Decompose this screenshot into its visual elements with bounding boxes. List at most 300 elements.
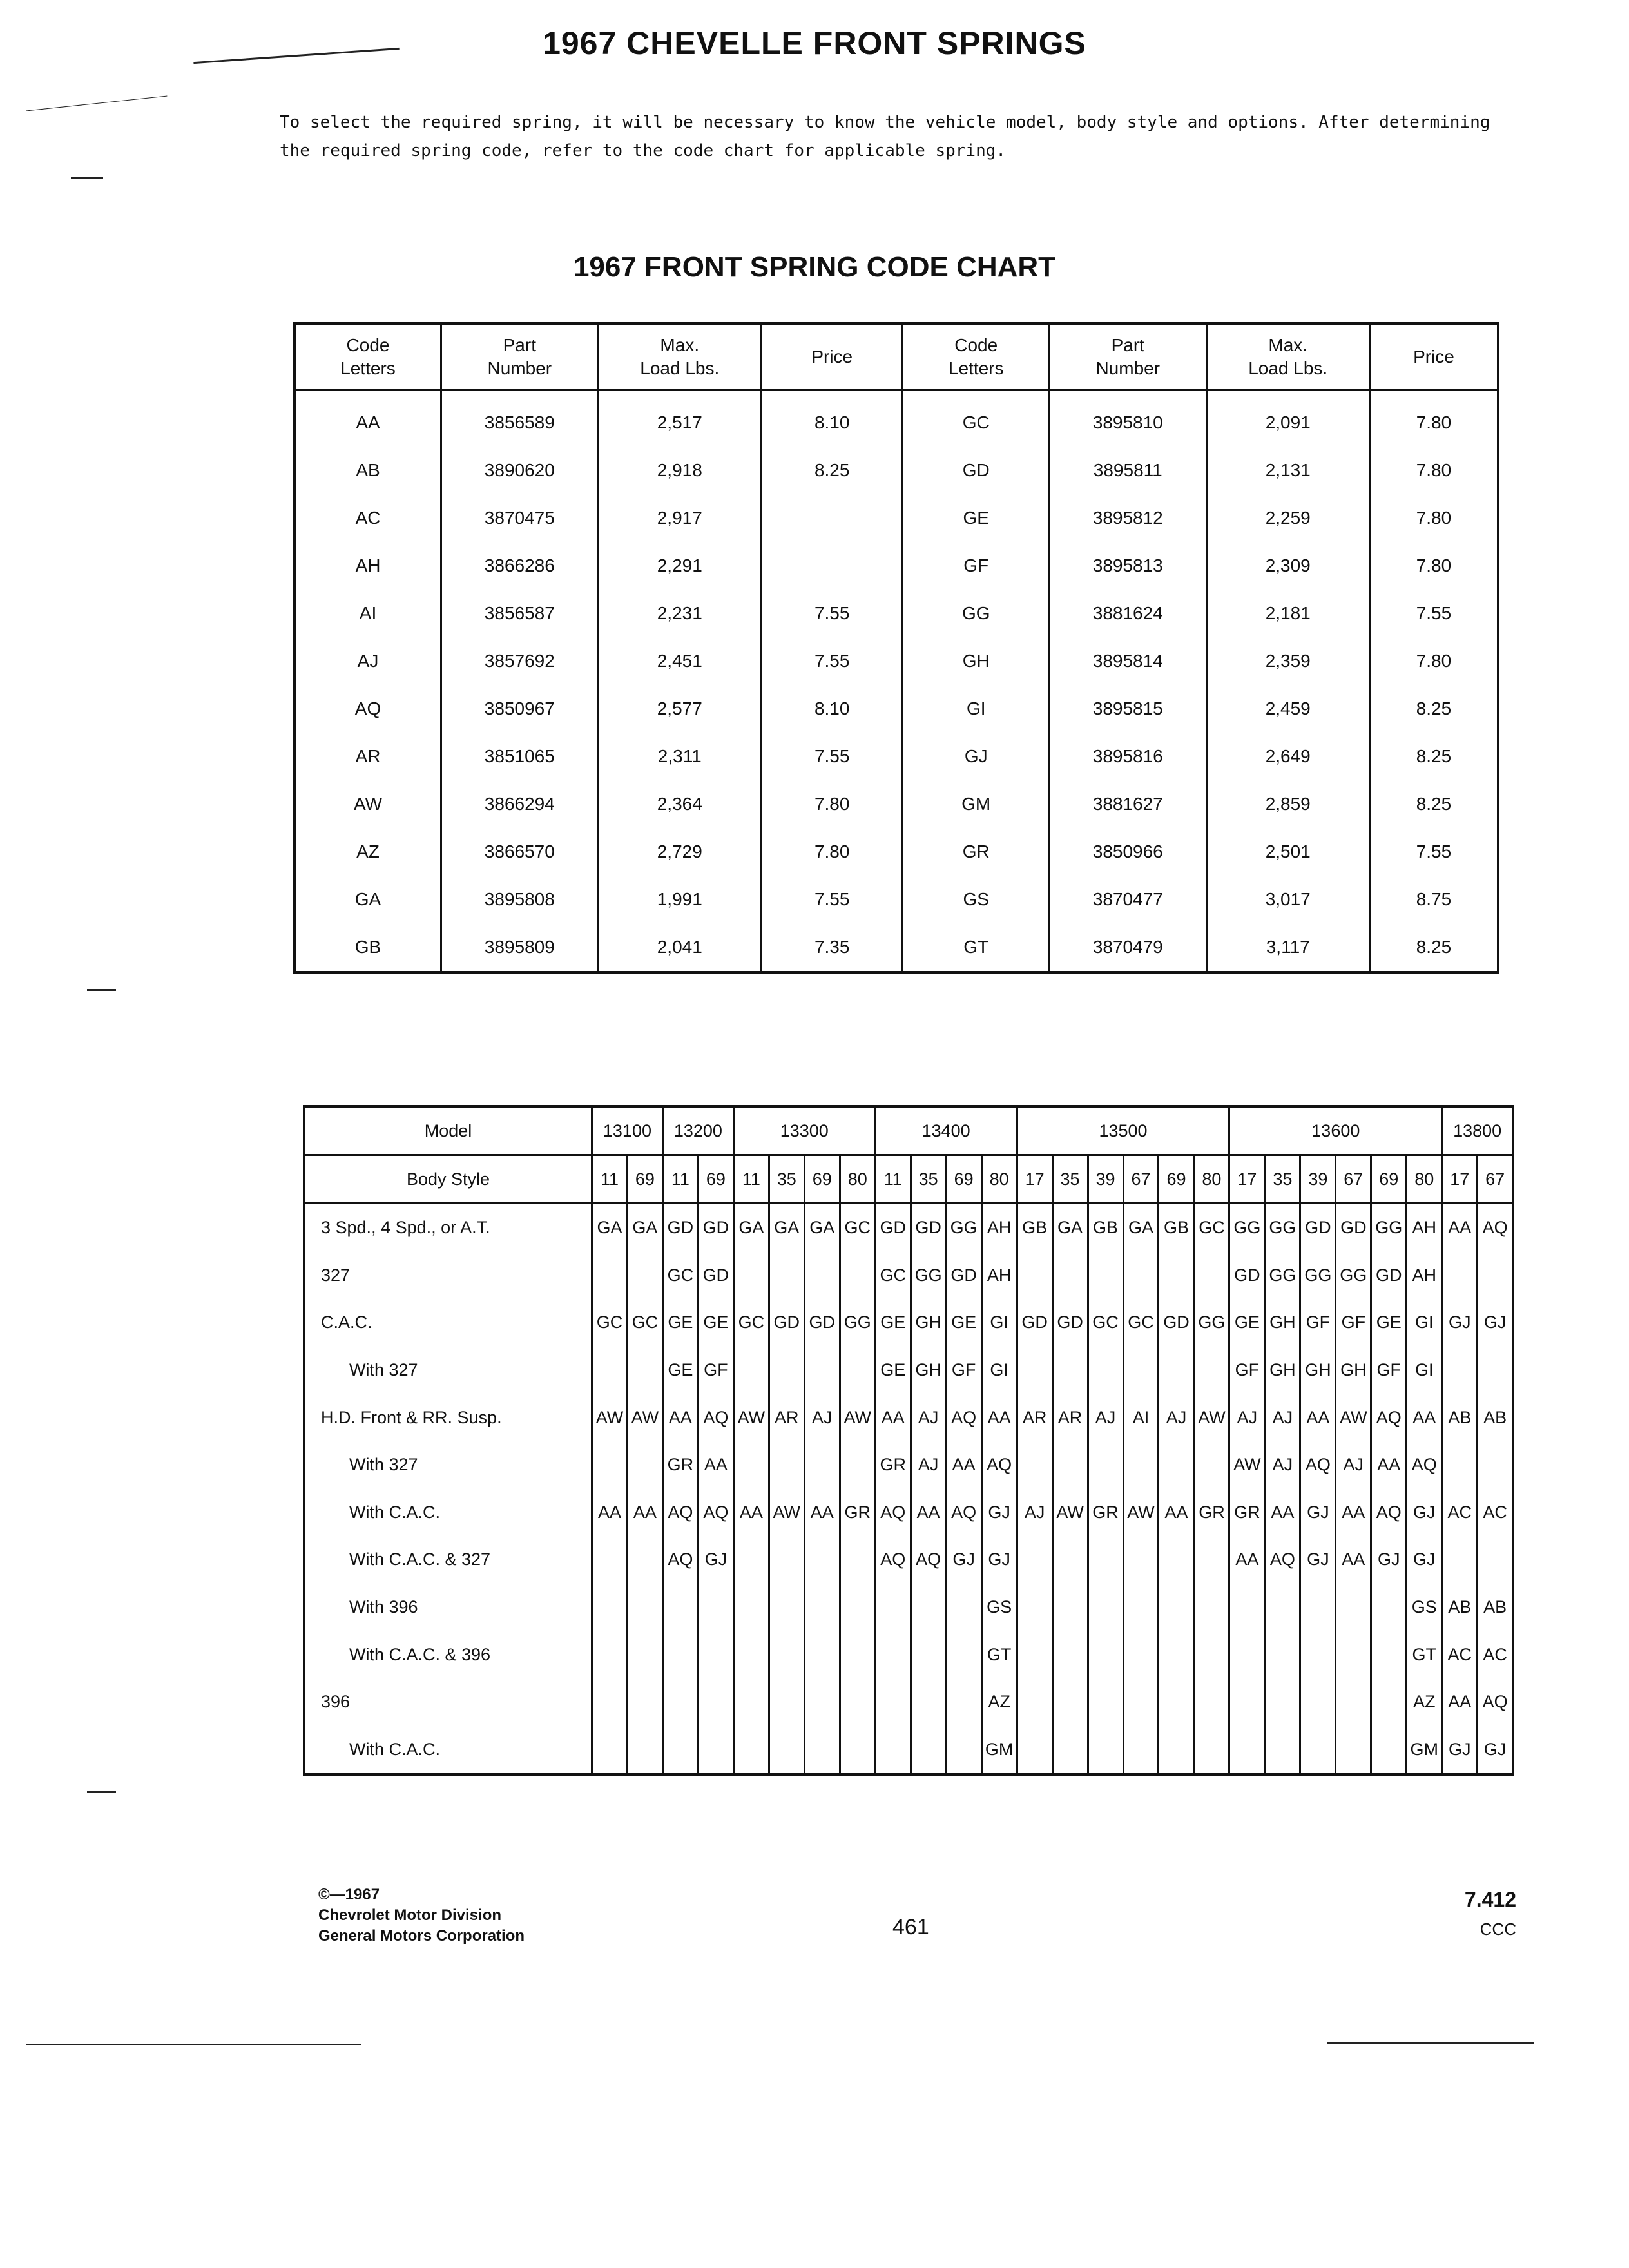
- spring-code-cell: AJ: [1017, 1489, 1052, 1537]
- option-label: With 327: [304, 1347, 592, 1394]
- spring-code-cell: AA: [733, 1489, 769, 1537]
- code-letters-cell: GR: [903, 828, 1050, 876]
- spring-code-cell: [1478, 1441, 1513, 1489]
- price-cell: [761, 494, 902, 542]
- spring-code-cell: [1194, 1347, 1229, 1394]
- spring-code-cell: AJ: [911, 1441, 946, 1489]
- code-table-header: [294, 323, 1498, 390]
- body-style-code: 67: [1123, 1155, 1159, 1204]
- spring-code-cell: AQ: [1371, 1489, 1407, 1537]
- spring-code-cell: AR: [1017, 1394, 1052, 1441]
- spring-code-cell: AA: [981, 1394, 1017, 1441]
- spring-code-cell: [1194, 1678, 1229, 1726]
- spring-code-cell: GI: [981, 1299, 1017, 1347]
- spring-code-cell: AQ: [875, 1536, 911, 1584]
- spring-code-cell: AW: [592, 1394, 627, 1441]
- part-number-cell: 3850967: [441, 685, 599, 733]
- spring-code-cell: [733, 1726, 769, 1775]
- spring-code-cell: GR: [1088, 1489, 1123, 1537]
- spring-code-cell: [946, 1678, 981, 1726]
- spring-code-cell: [627, 1726, 662, 1775]
- spring-code-cell: [840, 1726, 875, 1775]
- spring-code-cell: [1123, 1726, 1159, 1775]
- spring-code-cell: GG: [1194, 1299, 1229, 1347]
- spring-code-cell: [1194, 1726, 1229, 1775]
- spring-code-cell: AJ: [804, 1394, 840, 1441]
- spring-code-cell: GA: [1123, 1204, 1159, 1252]
- spring-code-cell: [1123, 1536, 1159, 1584]
- spring-code-cell: AJ: [1159, 1394, 1194, 1441]
- price-cell: 8.10: [761, 685, 902, 733]
- spring-code-cell: [804, 1726, 840, 1775]
- spring-code-cell: [1123, 1252, 1159, 1300]
- spring-code-cell: [1265, 1631, 1300, 1678]
- spring-code-cell: GM: [981, 1726, 1017, 1775]
- max-load-cell: 2,311: [598, 733, 761, 780]
- spring-code-cell: GJ: [1371, 1536, 1407, 1584]
- spring-code-cell: [946, 1726, 981, 1775]
- code-table-row: [294, 637, 1498, 685]
- spring-code-cell: [911, 1584, 946, 1631]
- spring-code-cell: [946, 1584, 981, 1631]
- option-row: [304, 1252, 1513, 1300]
- code-table-row: [294, 876, 1498, 923]
- spring-code-cell: [1442, 1347, 1478, 1394]
- option-row: [304, 1204, 1513, 1252]
- spring-code-cell: [804, 1584, 840, 1631]
- copyright: ©—1967: [318, 1886, 380, 1903]
- part-number-cell: 3895808: [441, 876, 599, 923]
- spring-code-cell: [875, 1678, 911, 1726]
- code-letters-cell: GA: [294, 876, 441, 923]
- option-row: [304, 1347, 1513, 1394]
- spring-code-cell: GA: [592, 1204, 627, 1252]
- code-letters-cell: AR: [294, 733, 441, 780]
- spring-code-cell: GD: [1336, 1204, 1371, 1252]
- spring-code-cell: GD: [769, 1299, 804, 1347]
- spring-code-cell: [1159, 1441, 1194, 1489]
- spring-code-cell: [1088, 1726, 1123, 1775]
- spring-code-cell: AA: [1407, 1394, 1442, 1441]
- spring-code-cell: GA: [1052, 1204, 1088, 1252]
- part-number-cell: 3870479: [1049, 923, 1206, 972]
- spring-code-cell: [1017, 1584, 1052, 1631]
- spring-code-cell: GG: [1300, 1252, 1336, 1300]
- max-load-cell: 2,501: [1206, 828, 1369, 876]
- spring-code-cell: GG: [1265, 1204, 1300, 1252]
- spring-code-cell: AC: [1442, 1631, 1478, 1678]
- spring-code-cell: AA: [1371, 1441, 1407, 1489]
- spring-code-cell: [1194, 1631, 1229, 1678]
- spring-code-cell: [804, 1678, 840, 1726]
- price-cell: 7.80: [1369, 494, 1498, 542]
- code-letters-cell: AA: [294, 390, 441, 447]
- spring-code-cell: [1017, 1726, 1052, 1775]
- part-number-cell: 3870477: [1049, 876, 1206, 923]
- code-letters-cell: AW: [294, 780, 441, 828]
- spring-code-cell: GD: [911, 1204, 946, 1252]
- part-number-cell: 3895809: [441, 923, 599, 972]
- part-number-cell: 3895815: [1049, 685, 1206, 733]
- spring-code-cell: AA: [1442, 1204, 1478, 1252]
- option-label: With C.A.C. & 327: [304, 1536, 592, 1584]
- scan-mark: [26, 96, 168, 111]
- option-label: With 396: [304, 1584, 592, 1631]
- price-cell: 7.55: [761, 876, 902, 923]
- option-label: With C.A.C.: [304, 1726, 592, 1775]
- spring-code-cell: GD: [804, 1299, 840, 1347]
- spring-code-cell: GE: [662, 1299, 698, 1347]
- spring-code-cell: AA: [592, 1489, 627, 1537]
- spring-code-cell: [592, 1441, 627, 1489]
- code-table-row: [294, 828, 1498, 876]
- spring-code-cell: AW: [627, 1394, 662, 1441]
- spring-code-cell: GH: [1336, 1347, 1371, 1394]
- spring-code-cell: AA: [662, 1394, 698, 1441]
- spring-code-cell: GS: [1407, 1584, 1442, 1631]
- code-table-row: [294, 733, 1498, 780]
- spring-code-cell: [804, 1441, 840, 1489]
- code-letters-cell: GF: [903, 542, 1050, 590]
- spring-code-cell: GR: [875, 1441, 911, 1489]
- body-style-code: 35: [911, 1155, 946, 1204]
- spring-code-cell: [1052, 1631, 1088, 1678]
- spring-code-cell: AQ: [981, 1441, 1017, 1489]
- spring-code-cell: GC: [1123, 1299, 1159, 1347]
- spring-code-cell: GC: [733, 1299, 769, 1347]
- body-style-code: 17: [1229, 1155, 1265, 1204]
- part-number-cell: 3895816: [1049, 733, 1206, 780]
- code-letters-cell: AB: [294, 447, 441, 494]
- model-number: 13600: [1229, 1106, 1442, 1155]
- spring-code-cell: AQ: [1300, 1441, 1336, 1489]
- spring-code-cell: GH: [1265, 1347, 1300, 1394]
- footer-publisher: [318, 1885, 525, 1946]
- spring-code-cell: GA: [627, 1204, 662, 1252]
- max-load-cell: 2,359: [1206, 637, 1369, 685]
- code-table-row: [294, 923, 1498, 972]
- part-number-cell: 3881627: [1049, 780, 1206, 828]
- spring-code-cell: [592, 1678, 627, 1726]
- spring-code-cell: [698, 1631, 733, 1678]
- spring-code-cell: [840, 1347, 875, 1394]
- spring-code-cell: AA: [1442, 1678, 1478, 1726]
- header-code-letters: Code Letters: [903, 323, 1050, 390]
- spring-code-cell: [1017, 1252, 1052, 1300]
- part-number-cell: 3870475: [441, 494, 599, 542]
- spring-code-cell: GJ: [1442, 1726, 1478, 1775]
- part-number-cell: 3895814: [1049, 637, 1206, 685]
- price-cell: 7.80: [1369, 637, 1498, 685]
- spring-code-cell: AW: [1229, 1441, 1265, 1489]
- spring-code-cell: GC: [875, 1252, 911, 1300]
- spring-code-cell: GS: [981, 1584, 1017, 1631]
- max-load-cell: 2,291: [598, 542, 761, 590]
- spring-code-cell: [1194, 1584, 1229, 1631]
- spring-code-cell: GD: [875, 1204, 911, 1252]
- spring-code-cell: GD: [662, 1204, 698, 1252]
- price-cell: 8.25: [761, 447, 902, 494]
- spring-code-cell: AQ: [1407, 1441, 1442, 1489]
- spring-code-cell: [840, 1252, 875, 1300]
- max-load-cell: 2,859: [1206, 780, 1369, 828]
- max-load-cell: 2,918: [598, 447, 761, 494]
- code-letters-cell: AZ: [294, 828, 441, 876]
- part-number-cell: 3890620: [441, 447, 599, 494]
- header-max-load: Max. Load Lbs.: [598, 323, 761, 390]
- option-label: With C.A.C. & 396: [304, 1631, 592, 1678]
- price-cell: 7.55: [761, 637, 902, 685]
- spring-code-cell: GJ: [1300, 1536, 1336, 1584]
- page-title: 1967 CHEVELLE FRONT SPRINGS: [543, 25, 1086, 61]
- spring-code-cell: [627, 1347, 662, 1394]
- code-table-row: [294, 447, 1498, 494]
- spring-code-cell: AW: [769, 1489, 804, 1537]
- spring-code-cell: [1300, 1584, 1336, 1631]
- spring-code-cell: AQ: [662, 1489, 698, 1537]
- spring-code-cell: GD: [1229, 1252, 1265, 1300]
- spring-code-cell: GM: [1407, 1726, 1442, 1775]
- spring-code-cell: AQ: [946, 1394, 981, 1441]
- option-label: C.A.C.: [304, 1299, 592, 1347]
- scan-mark: [71, 177, 103, 179]
- spring-code-cell: [627, 1678, 662, 1726]
- spring-code-cell: AR: [769, 1394, 804, 1441]
- spring-code-cell: GJ: [981, 1536, 1017, 1584]
- spring-code-cell: AQ: [911, 1536, 946, 1584]
- model-number: 13500: [1017, 1106, 1229, 1155]
- spring-code-cell: [592, 1631, 627, 1678]
- spring-code-cell: AH: [981, 1252, 1017, 1300]
- spring-code-cell: AC: [1478, 1489, 1513, 1537]
- body-style-code: 11: [733, 1155, 769, 1204]
- spring-code-cell: GJ: [1300, 1489, 1336, 1537]
- max-load-cell: 2,231: [598, 590, 761, 637]
- model-number: 13400: [875, 1106, 1017, 1155]
- spring-code-cell: [1478, 1252, 1513, 1300]
- max-load-cell: 2,917: [598, 494, 761, 542]
- spring-code-cell: GC: [1194, 1204, 1229, 1252]
- spring-code-cell: GC: [1088, 1299, 1123, 1347]
- section-id: 7.412: [1464, 1888, 1516, 1911]
- spring-code-cell: [1229, 1678, 1265, 1726]
- part-number-cell: 3866294: [441, 780, 599, 828]
- body-style-code: 80: [981, 1155, 1017, 1204]
- option-row: [304, 1536, 1513, 1584]
- spring-code-cell: [1088, 1536, 1123, 1584]
- model-number: 13800: [1442, 1106, 1513, 1155]
- spring-code-cell: [1478, 1536, 1513, 1584]
- spring-code-cell: GJ: [946, 1536, 981, 1584]
- spring-code-cell: GH: [1300, 1347, 1336, 1394]
- max-load-cell: 3,017: [1206, 876, 1369, 923]
- spring-code-cell: [1088, 1441, 1123, 1489]
- option-row: [304, 1441, 1513, 1489]
- code-table-row: [294, 685, 1498, 733]
- spring-code-cell: GF: [1336, 1299, 1371, 1347]
- spring-code-cell: GF: [946, 1347, 981, 1394]
- part-number-cell: 3851065: [441, 733, 599, 780]
- spring-code-cell: AJ: [1265, 1441, 1300, 1489]
- spring-code-cell: [1052, 1726, 1088, 1775]
- spring-code-cell: [1088, 1584, 1123, 1631]
- spring-code-cell: [769, 1678, 804, 1726]
- spring-code-cell: [769, 1441, 804, 1489]
- code-table-row: [294, 542, 1498, 590]
- spring-code-cell: AA: [1336, 1536, 1371, 1584]
- body-style-code: 80: [1407, 1155, 1442, 1204]
- max-load-cell: 2,649: [1206, 733, 1369, 780]
- intro-paragraph: To select the required spring, it will be necessary to know the vehicle model, body style and options. After determining the required spring code, refer to the code chart for applicable spring.: [280, 113, 1490, 160]
- price-cell: 8.25: [1369, 780, 1498, 828]
- spring-code-cell: [733, 1441, 769, 1489]
- part-number-cell: 3895811: [1049, 447, 1206, 494]
- spring-code-cell: [1123, 1678, 1159, 1726]
- spring-code-cell: [946, 1631, 981, 1678]
- spring-code-cell: AB: [1442, 1584, 1478, 1631]
- price-cell: 7.80: [1369, 542, 1498, 590]
- price-cell: 7.55: [1369, 590, 1498, 637]
- option-row: [304, 1631, 1513, 1678]
- option-label: With C.A.C.: [304, 1489, 592, 1537]
- spring-code-cell: GJ: [981, 1489, 1017, 1537]
- max-load-cell: 2,729: [598, 828, 761, 876]
- spring-code-cell: [733, 1678, 769, 1726]
- max-load-cell: 2,181: [1206, 590, 1369, 637]
- spring-code-cell: GB: [1088, 1204, 1123, 1252]
- spring-code-cell: [1159, 1726, 1194, 1775]
- spring-code-cell: AZ: [981, 1678, 1017, 1726]
- spring-code-cell: AQ: [946, 1489, 981, 1537]
- spring-code-cell: [1336, 1726, 1371, 1775]
- code-letters-cell: GI: [903, 685, 1050, 733]
- code-letters-cell: GE: [903, 494, 1050, 542]
- spring-code-cell: GG: [1265, 1252, 1300, 1300]
- spring-code-cell: AA: [627, 1489, 662, 1537]
- max-load-cell: 2,041: [598, 923, 761, 972]
- spring-code-cell: GF: [1371, 1347, 1407, 1394]
- part-number-cell: 3895810: [1049, 390, 1206, 447]
- body-style-code: 11: [875, 1155, 911, 1204]
- spring-code-cell: [1052, 1584, 1088, 1631]
- spring-code-cell: GC: [840, 1204, 875, 1252]
- code-table-row: [294, 494, 1498, 542]
- spring-code-cell: [1017, 1536, 1052, 1584]
- spring-code-cell: [840, 1584, 875, 1631]
- spring-code-cell: GD: [946, 1252, 981, 1300]
- body-style-code: 35: [769, 1155, 804, 1204]
- spring-code-cell: [1123, 1347, 1159, 1394]
- spring-code-cell: [840, 1678, 875, 1726]
- spring-code-cell: [804, 1252, 840, 1300]
- spring-code-cell: [769, 1584, 804, 1631]
- spring-code-cell: [1123, 1441, 1159, 1489]
- price-cell: 8.25: [1369, 733, 1498, 780]
- spring-code-cell: GA: [769, 1204, 804, 1252]
- spring-code-cell: [1159, 1678, 1194, 1726]
- spring-code-cell: GE: [875, 1299, 911, 1347]
- body-style-code: 11: [592, 1155, 627, 1204]
- code-letters-cell: GD: [903, 447, 1050, 494]
- spring-code-cell: [698, 1678, 733, 1726]
- spring-code-cell: [769, 1536, 804, 1584]
- spring-code-cell: [1194, 1252, 1229, 1300]
- spring-code-cell: [804, 1536, 840, 1584]
- part-number-cell: 3857692: [441, 637, 599, 685]
- spring-code-cell: GB: [1159, 1204, 1194, 1252]
- spring-code-cell: [1123, 1584, 1159, 1631]
- spring-code-cell: GC: [592, 1299, 627, 1347]
- spring-code-cell: [875, 1631, 911, 1678]
- option-label: 327: [304, 1252, 592, 1300]
- corporation: General Motors Corporation: [318, 1927, 525, 1945]
- spring-code-cell: [1442, 1536, 1478, 1584]
- spring-code-cell: [769, 1726, 804, 1775]
- spring-code-cell: [1371, 1631, 1407, 1678]
- body-style-code: 67: [1336, 1155, 1371, 1204]
- body-style-code: 11: [662, 1155, 698, 1204]
- body-style-code: 39: [1300, 1155, 1336, 1204]
- spring-code-cell: AZ: [1407, 1678, 1442, 1726]
- spring-code-cell: [769, 1347, 804, 1394]
- scan-mark: [26, 2044, 361, 2045]
- spring-code-cell: [1159, 1536, 1194, 1584]
- part-number-cell: 3866286: [441, 542, 599, 590]
- max-load-cell: 2,577: [598, 685, 761, 733]
- spring-code-cell: GH: [1265, 1299, 1300, 1347]
- spring-code-cell: GR: [1229, 1489, 1265, 1537]
- code-letters-cell: GH: [903, 637, 1050, 685]
- spring-code-cell: GA: [804, 1204, 840, 1252]
- spring-code-cell: AQ: [698, 1394, 733, 1441]
- spring-code-cell: [1052, 1441, 1088, 1489]
- code-letters-cell: GB: [294, 923, 441, 972]
- spring-code-cell: GH: [911, 1299, 946, 1347]
- spring-code-cell: GD: [698, 1204, 733, 1252]
- spring-code-cell: AQ: [1478, 1678, 1513, 1726]
- spring-code-cell: [1371, 1726, 1407, 1775]
- price-cell: 8.25: [1369, 923, 1498, 972]
- spring-code-cell: AW: [1052, 1489, 1088, 1537]
- part-number-cell: 3895812: [1049, 494, 1206, 542]
- price-cell: 7.80: [761, 828, 902, 876]
- spring-code-cell: [627, 1584, 662, 1631]
- option-row: [304, 1489, 1513, 1537]
- option-row: [304, 1584, 1513, 1631]
- spring-code-cell: GJ: [1442, 1299, 1478, 1347]
- model-number: 13100: [592, 1106, 662, 1155]
- spring-code-cell: GG: [1229, 1204, 1265, 1252]
- spring-code-cell: AA: [1159, 1489, 1194, 1537]
- spring-code-cell: [1017, 1678, 1052, 1726]
- spring-code-cell: [1229, 1631, 1265, 1678]
- spring-code-cell: AA: [1229, 1536, 1265, 1584]
- spring-code-cell: GF: [1229, 1347, 1265, 1394]
- spring-code-cell: [1017, 1441, 1052, 1489]
- spring-code-cell: GG: [1371, 1204, 1407, 1252]
- price-cell: 7.80: [761, 780, 902, 828]
- spring-code-cell: [840, 1536, 875, 1584]
- spring-code-cell: [1088, 1678, 1123, 1726]
- spring-code-cell: GF: [1300, 1299, 1336, 1347]
- part-number-cell: 3856589: [441, 390, 599, 447]
- spring-code-cell: AH: [981, 1204, 1017, 1252]
- spring-code-cell: [627, 1441, 662, 1489]
- spring-code-cell: [1194, 1536, 1229, 1584]
- max-load-cell: 2,364: [598, 780, 761, 828]
- spring-code-cell: GD: [1371, 1252, 1407, 1300]
- spring-code-cell: AH: [1407, 1252, 1442, 1300]
